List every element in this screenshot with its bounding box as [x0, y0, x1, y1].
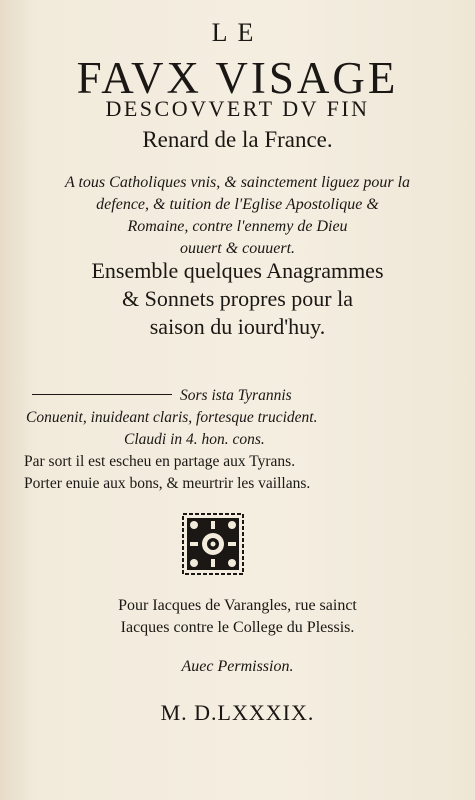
fleuron-ornament-icon [182, 513, 244, 575]
dedication-line: A tous Catholiques vnis, & sainctement liguez pour la [64, 174, 411, 191]
imprint-block [0, 595, 475, 639]
french-line: Par sort il est escheu en partage aux Tyrans. [24, 453, 296, 470]
permission-note: Auec Permission. [181, 658, 294, 675]
subtitle-renard: Renard de la France. [142, 127, 333, 152]
ensemble-block [0, 257, 475, 341]
latin-line [24, 385, 464, 407]
ensemble-line: saison du iourd'huy. [149, 314, 326, 339]
dedication-line: Romaine, contre l'ennemy de Dieu [127, 218, 348, 235]
publication-date: M. D.LXXXIX. [160, 700, 315, 725]
main-title: FAVX VISAGE [76, 53, 399, 103]
imprint-line: Pour Iacques de Varangles, rue sainct [118, 597, 357, 614]
latin-line: Conuenit, inuideant claris, fortesque trucident. [26, 409, 318, 426]
epigraph-block [24, 385, 464, 495]
ensemble-line: Ensemble quelques Anagrammes [91, 258, 384, 283]
dedication-block [0, 172, 475, 260]
latin-line: Claudi in 4. hon. cons. [124, 431, 265, 448]
title-article: LE [211, 18, 264, 47]
latin-text: Sors ista Tyrannis [180, 387, 292, 404]
ensemble-line: & Sonnets propres pour la [122, 286, 353, 311]
subtitle: DESCOVVERT DV FIN [105, 96, 370, 121]
french-line: Porter enuie aux bons, & meurtrir les vaillans. [24, 475, 311, 492]
imprint-line: Iacques contre le College du Plessis. [120, 619, 355, 636]
dedication-line: ouuert & couuert. [179, 240, 296, 257]
dedication-line: defence, & tuition de l'Eglise Apostolique & [96, 196, 379, 213]
rule-line [32, 394, 172, 395]
